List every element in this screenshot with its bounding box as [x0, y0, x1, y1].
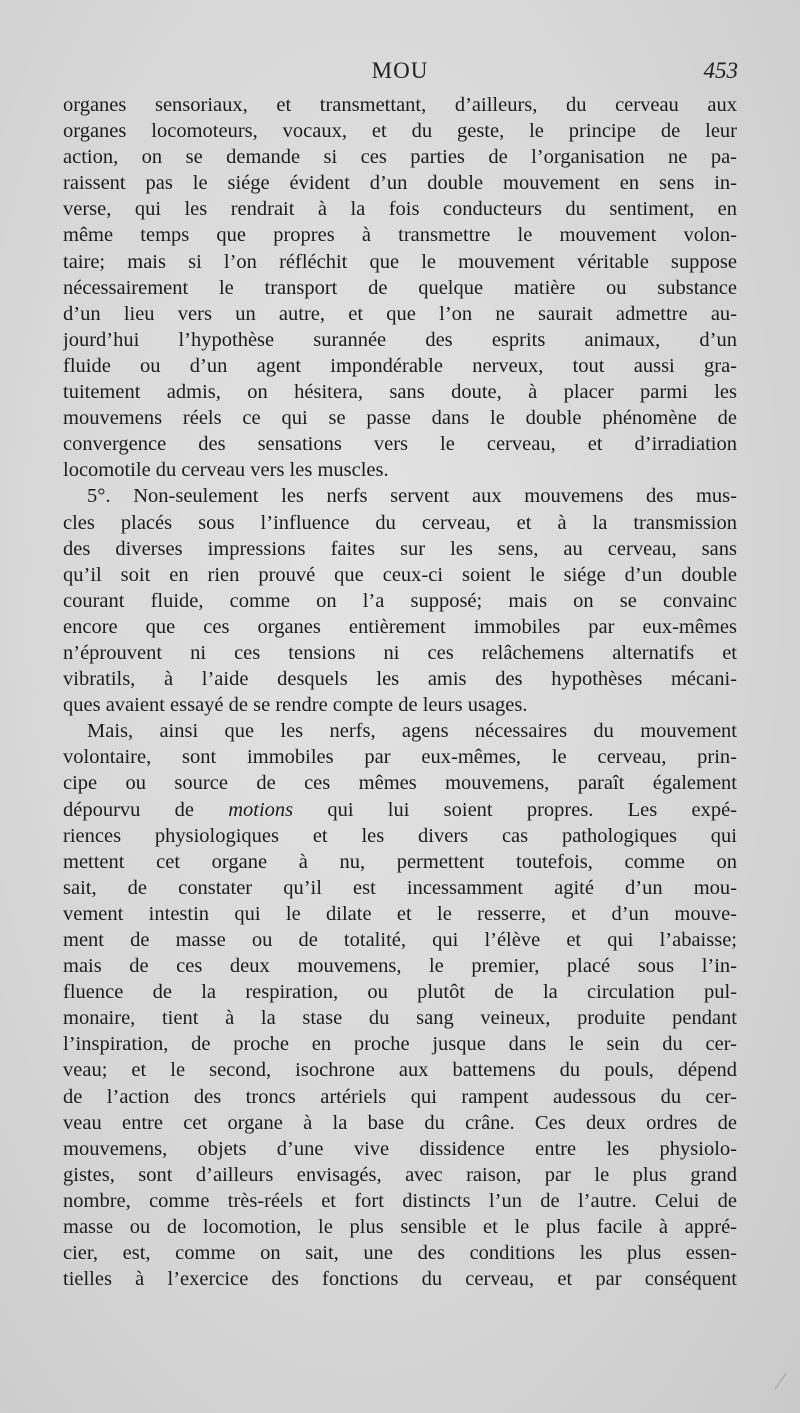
text-line: cipe ou source de ces mêmes mouvemens, paraît également: [63, 772, 737, 795]
text-line: raissent pas le siége évident d’un double mouvement en sens in-: [63, 172, 737, 195]
text-line: n’éprouvent ni ces tensions ni ces relâchemens alternatifs et: [63, 641, 737, 664]
text-line: qu’il soit en rien prouvé que ceux-ci soient le siége d’un double: [63, 563, 737, 586]
text-line-with-italic: [63, 797, 737, 823]
paragraph-end-line: locomotile du cerveau vers les muscles.: [63, 459, 389, 482]
text-line: mais de ces deux mouvemens, le premier, placé sous l’in-: [63, 955, 737, 978]
text-line: nécessairement le transport de quelque matière ou substance: [63, 276, 737, 299]
text-line: nombre, comme très-réels et fort distincts l’un de l’autre. Celui de: [63, 1189, 737, 1212]
text-line: de l’action des troncs artériels qui rampent audessous du cer-: [63, 1085, 737, 1108]
text-line: veau; et le second, isochrone aux battemens du pouls, dépend: [63, 1059, 737, 1082]
text-line: encore que ces organes entièrement immobiles par eux-mêmes: [63, 615, 737, 638]
text-line: courant fluide, comme on l’a supposé; mais on se convainc: [63, 589, 737, 612]
text-segment: qui lui soient propres. Les expé-: [293, 798, 737, 821]
paper-edge-mark: [775, 1373, 799, 1398]
text-line: action, on se demande si ces parties de l’organisation ne pa-: [63, 146, 737, 169]
text-line: l’inspiration, de proche en proche jusque dans le sein du cer-: [63, 1033, 737, 1056]
text-line: sait, de constater qu’il est incessamment agité d’un mou-: [63, 876, 737, 899]
italic-word: motions: [228, 798, 294, 821]
text-line: veau entre cet organe à la base du crâne. Ces deux ordres de: [63, 1111, 737, 1134]
text-line: convergence des sensations vers le cerveau, et d’irradiation: [63, 433, 737, 456]
text-line: des diverses impressions faites sur les sens, au cerveau, sans: [63, 537, 737, 560]
text-line: d’un lieu vers un autre, et que l’on ne saurait admettre au-: [63, 302, 737, 325]
text-line: même temps que propres à transmettre le mouvement volon-: [63, 224, 737, 247]
text-line: volontaire, sont immobiles par eux-mêmes, le cerveau, prin-: [63, 746, 737, 769]
text-line: vibratils, à l’aide desquels les amis des hypothèses mécani-: [63, 668, 737, 691]
text-line: verse, qui les rendrait à la fois conducteurs du sentiment, en: [63, 198, 737, 221]
text-line: mouvemens réels ce qui se passe dans le double phénomène de: [63, 407, 737, 430]
text-line: tielles à l’exercice des fonctions du cerveau, et par conséquent: [63, 1268, 737, 1291]
text-line: mouvemens, objets d’une vive dissidence entre les physiolo-: [63, 1137, 737, 1160]
text-line: vement intestin qui le dilate et le resserre, et d’un mouve-: [63, 902, 737, 925]
running-head: [62, 58, 738, 88]
text-line: organes locomoteurs, vocaux, et du geste, le principe de leur: [63, 120, 737, 143]
text-line: mettent cet organe à nu, permettent toutefois, comme on: [63, 850, 737, 873]
running-title: MOU: [371, 58, 429, 83]
text-line: gistes, sont d’ailleurs envisagés, avec raison, par le plus grand: [63, 1163, 737, 1186]
text-line: organes sensoriaux, et transmettant, d’ailleurs, du cerveau aux: [63, 94, 737, 116]
body-text: [63, 92, 737, 1292]
paragraph-start-line: 5°. Non-seulement les nerfs servent aux mouvemens des mus-: [87, 485, 737, 508]
text-line: jourd’hui l’hypothèse surannée des esprits animaux, d’un: [63, 328, 737, 351]
text-line: monaire, tient à la stase du sang veineux, produite pendant: [63, 1007, 737, 1030]
page-number: 453: [703, 58, 738, 83]
text-line: cier, est, comme on sait, une des conditions les plus essen-: [63, 1242, 737, 1265]
paragraph-start-line: Mais, ainsi que les nerfs, agens nécessaires du mouvement: [87, 720, 737, 743]
paragraph-end-line: ques avaient essayé de se rendre compte de leurs usages.: [63, 694, 528, 717]
text-line: taire; mais si l’on réfléchit que le mouvement véritable suppose: [63, 250, 737, 273]
text-line: ment de masse ou de totalité, qui l’élève et qui l’abaisse;: [63, 929, 737, 951]
text-segment: dépourvu de: [63, 798, 229, 821]
text-line: fluence de la respiration, ou plutôt de la circulation pul-: [63, 981, 737, 1004]
text-line: fluide ou d’un agent impondérable nerveux, tout aussi gra-: [63, 354, 737, 377]
text-line: tuitement admis, on hésitera, sans doute, à placer parmi les: [63, 381, 737, 404]
text-line: cles placés sous l’influence du cerveau, et à la transmission: [63, 511, 737, 534]
text-line: riences physiologiques et les divers cas pathologiques qui: [63, 824, 737, 847]
text-line: masse ou de locomotion, le plus sensible et le plus facile à appré-: [63, 1216, 737, 1239]
